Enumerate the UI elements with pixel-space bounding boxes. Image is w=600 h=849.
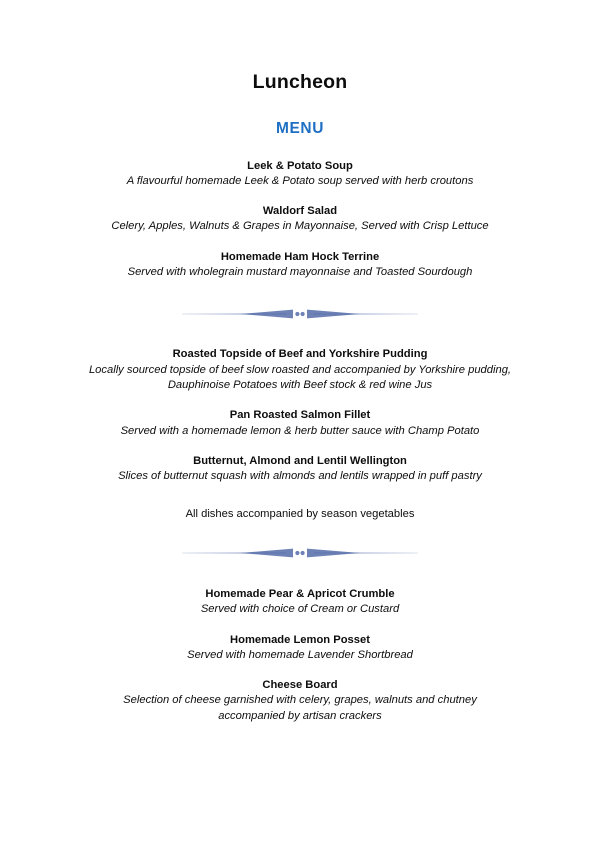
description-line: Slices of butternut squash with almonds and lentils wrapped in puff pastry — [118, 470, 482, 483]
menu-subtitle: MENU — [275, 120, 325, 138]
dish-description — [40, 469, 560, 484]
divider-ornament-icon — [180, 307, 420, 321]
description-line: Locally sourced topside of beef slow roasted and accompanied by Yorkshire pudding, — [88, 363, 512, 376]
dish-description — [40, 648, 560, 663]
dish-butternut-almond-lentil-wellington — [40, 454, 560, 485]
spacer — [40, 485, 560, 507]
dish-description — [40, 424, 560, 439]
description-line: A flavourful homemade Leek & Potato soup served with herb croutons — [126, 174, 474, 187]
dish-title: Waldorf Salad — [262, 205, 338, 218]
menu-content — [40, 0, 560, 724]
spacer — [40, 280, 560, 305]
spacer — [40, 235, 560, 250]
description-line: Selection of cheese garnished with celery, grapes, walnuts and chutney — [123, 694, 477, 707]
spacer — [40, 522, 560, 544]
dish-title: Pan Roasted Salmon Fillet — [229, 409, 371, 422]
accompaniment-note: All dishes accompanied by season vegetables — [185, 507, 415, 520]
dish-pan-roasted-salmon-fillet — [40, 408, 560, 439]
spacer — [40, 323, 560, 347]
dish-waldorf-salad — [40, 204, 560, 235]
dish-ham-hock-terrine — [40, 250, 560, 281]
description-line: Served with homemade Lavender Shortbread — [187, 648, 413, 661]
dish-description — [40, 602, 560, 617]
page-title: Luncheon — [252, 71, 348, 93]
description-line: Served with wholegrain mustard mayonnaise and Toasted Sourdough — [127, 265, 473, 278]
dish-roasted-topside-of-beef — [40, 347, 560, 393]
divider-mains-desserts — [40, 544, 560, 562]
dish-title: Homemade Ham Hock Terrine — [220, 250, 380, 263]
description-line: Served with a homemade lemon & herb butter sauce with Champ Potato — [120, 424, 480, 437]
dish-description — [40, 265, 560, 280]
spacer — [40, 139, 560, 159]
course-desserts — [40, 587, 560, 724]
dish-description — [40, 693, 560, 724]
dish-pear-apricot-crumble — [40, 587, 560, 618]
divider-starters-mains — [40, 305, 560, 323]
course-mains — [40, 347, 560, 522]
dish-title: Cheese Board — [262, 679, 338, 692]
dish-title: Homemade Pear & Apricot Crumble — [205, 588, 395, 601]
spacer — [40, 618, 560, 633]
dish-description — [40, 363, 560, 394]
dish-cheese-board — [40, 678, 560, 724]
dish-leek-potato-soup — [40, 159, 560, 190]
spacer — [40, 663, 560, 678]
divider-ornament-icon — [180, 546, 420, 560]
spacer — [40, 393, 560, 408]
description-line: accompanied by artisan crackers — [218, 709, 382, 722]
course-starters — [40, 159, 560, 281]
description-line: Celery, Apples, Walnuts & Grapes in Mayonnaise, Served with Crisp Lettuce — [111, 220, 489, 233]
description-line: Served with choice of Cream or Custard — [200, 603, 400, 616]
spacer — [40, 189, 560, 204]
dish-title: Leek & Potato Soup — [247, 159, 353, 172]
dish-title: Butternut, Almond and Lentil Wellington — [193, 455, 407, 468]
spacer — [40, 562, 560, 587]
dish-description — [40, 219, 560, 234]
dish-title: Roasted Topside of Beef and Yorkshire Pudding — [172, 348, 428, 361]
dish-description — [40, 174, 560, 189]
description-line: Dauphinoise Potatoes with Beef stock & red wine Jus — [167, 379, 433, 391]
dish-title: Homemade Lemon Posset — [230, 633, 370, 646]
spacer — [40, 439, 560, 454]
dish-homemade-lemon-posset — [40, 633, 560, 664]
